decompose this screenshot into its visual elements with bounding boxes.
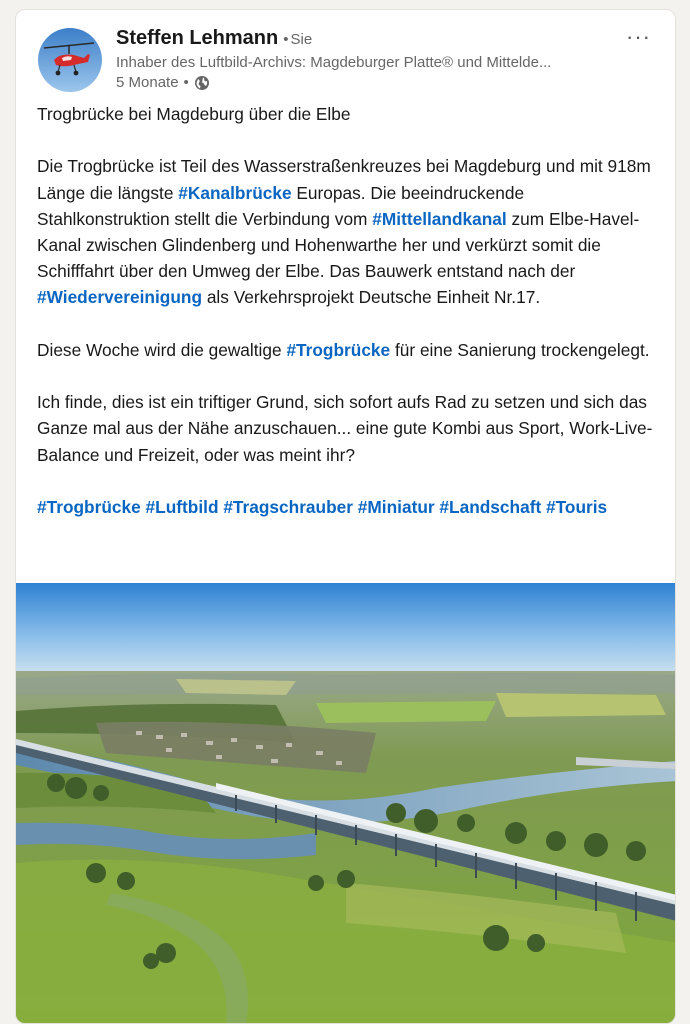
hashtag-wiedervereinigung[interactable]: #Wiedervereinigung — [37, 287, 203, 308]
gyrocopter-avatar-image — [38, 28, 102, 92]
paragraph-1-text-d: als Verkehrsprojekt Deutsche Einheit Nr.17. — [202, 287, 541, 308]
author-avatar[interactable] — [38, 28, 102, 92]
author-name[interactable]: Steffen Lehmann — [116, 27, 279, 49]
connection-degree: Sie — [290, 31, 313, 48]
aerial-bridge-photo — [16, 583, 676, 1024]
post-meta — [116, 74, 210, 91]
paragraph-1-text-a: Die Trogbrücke ist Teil des Wasserstraßenkreuzes bei Magdeburg und mit 918m Länge die längste — [37, 156, 651, 203]
hashtag-mittellandkanal[interactable]: #Mittellandkanal — [372, 208, 507, 229]
author-headline[interactable]: Inhaber des Luftbild-Archivs: Magdeburger Platte® und Mittelde... — [116, 54, 552, 71]
name-separator: • — [283, 31, 289, 48]
author-name-line — [116, 27, 312, 50]
paragraph-2 — [37, 337, 659, 363]
globe-icon — [194, 75, 210, 91]
hashtag-trogbruecke-inline[interactable]: #Trogbrücke — [286, 339, 391, 360]
post-time[interactable]: 5 Monate — [116, 74, 179, 91]
post-image[interactable] — [16, 583, 676, 1024]
hashtag-item[interactable]: #Touris — [546, 496, 608, 517]
hashtag-item[interactable]: #Tragschrauber — [223, 496, 353, 517]
paragraph-3: Ich finde, dies ist ein triftiger Grund, sich sofort aufs Rad zu setzen und sich das Ganze mal aus der Nähe anzuschauen... eine gute Kombi aus Sport, Work-Live-Balance und Freizeit, oder was meint ihr? — [37, 392, 653, 465]
hashtag-item[interactable]: #Landschaft — [439, 496, 542, 517]
post-title-line: Trogbrücke bei Magdeburg über die Elbe — [37, 104, 351, 124]
paragraph-2-text-b: für eine Sanierung trockengelegt. — [390, 339, 650, 360]
paragraph-1 — [37, 153, 659, 310]
hashtag-line — [37, 494, 676, 520]
paragraph-2-text-a: Diese Woche wird die gewaltige — [37, 339, 287, 360]
hashtag-item[interactable]: #Luftbild — [145, 496, 219, 517]
post-text — [37, 101, 659, 520]
paragraph-1-text-c: zum Elbe-Havel-Kanal zwischen Glindenberg und Hohenwarthe her und verkürzt somit die Schifffahrt über den Umweg der Elbe. Das Bauwerk entstand nach der — [37, 208, 640, 282]
time-separator: • — [183, 74, 189, 91]
hashtag-item[interactable]: #Miniatur — [357, 496, 435, 517]
hashtag-kanalbruecke[interactable]: #Kanalbrücke — [178, 182, 292, 203]
more-options-button[interactable]: ··· — [626, 24, 651, 49]
post-card — [15, 9, 676, 1024]
paragraph-1-text-b: Europas. Die beeindruckende Stahlkonstruktion stellt die Verbindung vom — [37, 182, 525, 229]
hashtag-item[interactable]: #Trogbrücke — [37, 496, 141, 517]
